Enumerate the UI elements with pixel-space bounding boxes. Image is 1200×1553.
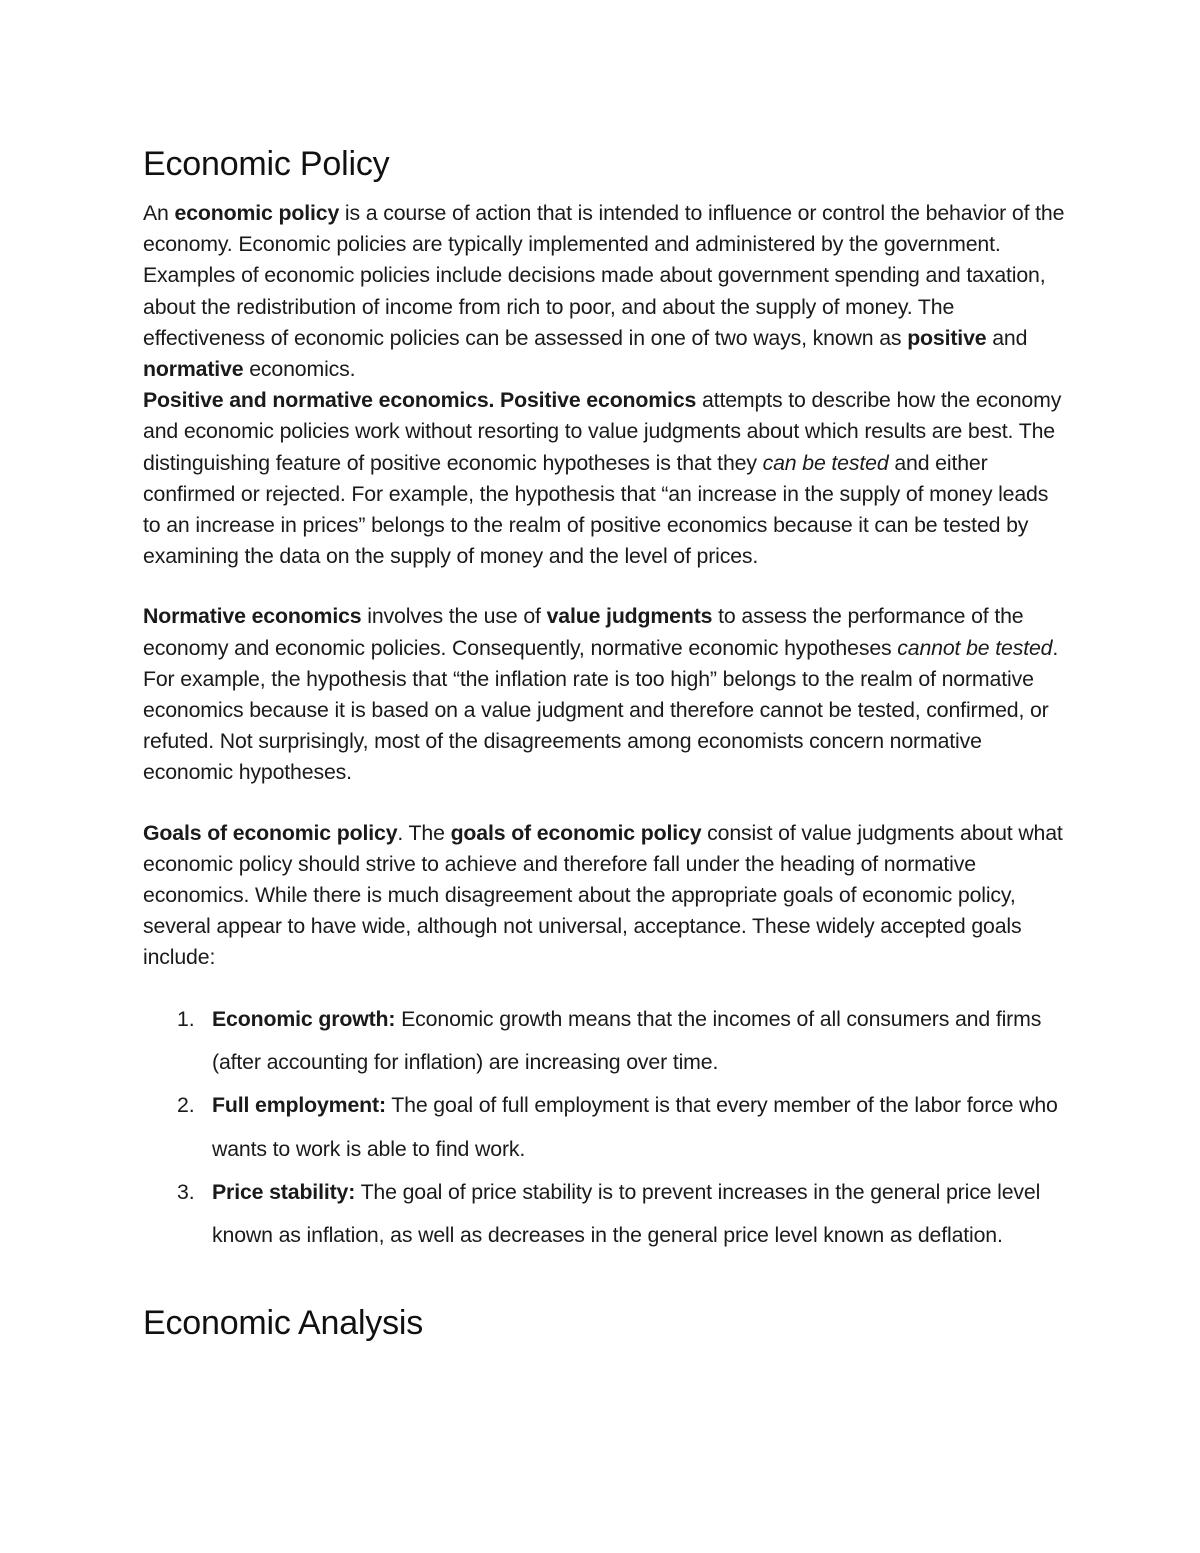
list-number: 1. — [177, 1006, 195, 1031]
bold-term-value-judgments: value judgments — [546, 604, 713, 629]
document-page — [143, 138, 1068, 1345]
text-run: consist of value judgments about what economic policy should strive to achieve and therefore fall under the heading of normative economics. While there is much disagreement about the appropriate goals of economic policy, several appear to have wide, although not universal, acceptance. These widely accepted goals include: — [143, 820, 1063, 970]
text-run: and either confirmed or rejected. For example, the hypothesis that “an increase in the supply of money leads to an increase in prices” belongs to the realm of positive economics because it can be tested by examining the data on the supply of money and the level of prices. — [143, 450, 1049, 569]
text-run: An — [143, 201, 175, 225]
goals-list — [143, 998, 1068, 1258]
list-item — [143, 998, 1068, 1085]
section-title-economic-analysis: Economic Analysis — [143, 1304, 424, 1343]
text-run: . The — [397, 820, 451, 845]
list-number: 2. — [177, 1093, 195, 1118]
paragraph-normative-economics — [143, 601, 1068, 788]
text-run: involves the use of — [361, 604, 547, 629]
italic-cannot-be-tested: cannot be tested — [897, 635, 1053, 660]
paragraph-goals-of-economic-policy — [143, 818, 1068, 974]
goal-label: Economic growth: — [212, 1006, 396, 1031]
goal-text: Economic growth means that the incomes of all consumers and firms (after accounting for inflation) are increasing over time. — [212, 1006, 1042, 1074]
bold-heading-positive-normative: Positive and normative economics. Positive economics — [143, 388, 697, 413]
bold-term-normative: normative — [143, 357, 244, 382]
text-run: and — [986, 325, 1028, 350]
section-title-economic-policy: Economic Policy — [143, 145, 390, 183]
goal-text: The goal of full employment is that every member of the labor force who wants to work is able to find work. — [212, 1093, 1058, 1161]
bold-heading-goals: Goals of economic policy — [143, 820, 398, 845]
goal-label: Full employment: — [212, 1093, 386, 1118]
paragraph-positive-economics — [143, 385, 1068, 572]
italic-can-be-tested: can be tested — [762, 450, 889, 475]
list-item — [143, 1084, 1068, 1171]
bold-term-normative-economics: Normative economics — [143, 604, 362, 629]
bold-term-goals: goals of economic policy — [450, 820, 702, 845]
text-run: to assess the performance of the economy and economic policies. Consequently, normative economic hypotheses — [143, 604, 1024, 660]
goal-label: Price stability: — [212, 1179, 356, 1204]
paragraph-economic-policy-definition — [143, 198, 1068, 385]
text-run: attempts to describe how the economy and economic policies work without resorting to value judgments about which results are best. The distinguishing feature of positive economic hypotheses is that they — [143, 388, 1062, 475]
bold-term-economic-policy: economic policy — [174, 201, 340, 225]
bold-term-positive: positive — [907, 325, 987, 350]
list-number: 3. — [177, 1179, 195, 1204]
text-run: economics. — [243, 357, 356, 382]
text-run: is a course of action that is intended to influence or control the behavior of the economy. Economic policies are typically implemented and administered by the government. Examples of economic policies include decisions made about government spending and taxation, about the redistribution of income from rich to poor, and about the supply of money. The effectiveness of economic policies can be assessed in one of two ways, known as — [143, 201, 1065, 350]
list-item — [143, 1171, 1068, 1258]
goal-text: The goal of price stability is to prevent increases in the general price level known as inflation, as well as decreases in the general price level known as deflation. — [212, 1179, 1041, 1248]
text-run: . For example, the hypothesis that “the inflation rate is too high” belongs to the realm of normative economics because it is based on a value judgment and therefore cannot be tested, confirmed, or refuted. Not surprisingly, most of the disagreements among economists concern normative economic hypotheses. — [143, 635, 1059, 785]
